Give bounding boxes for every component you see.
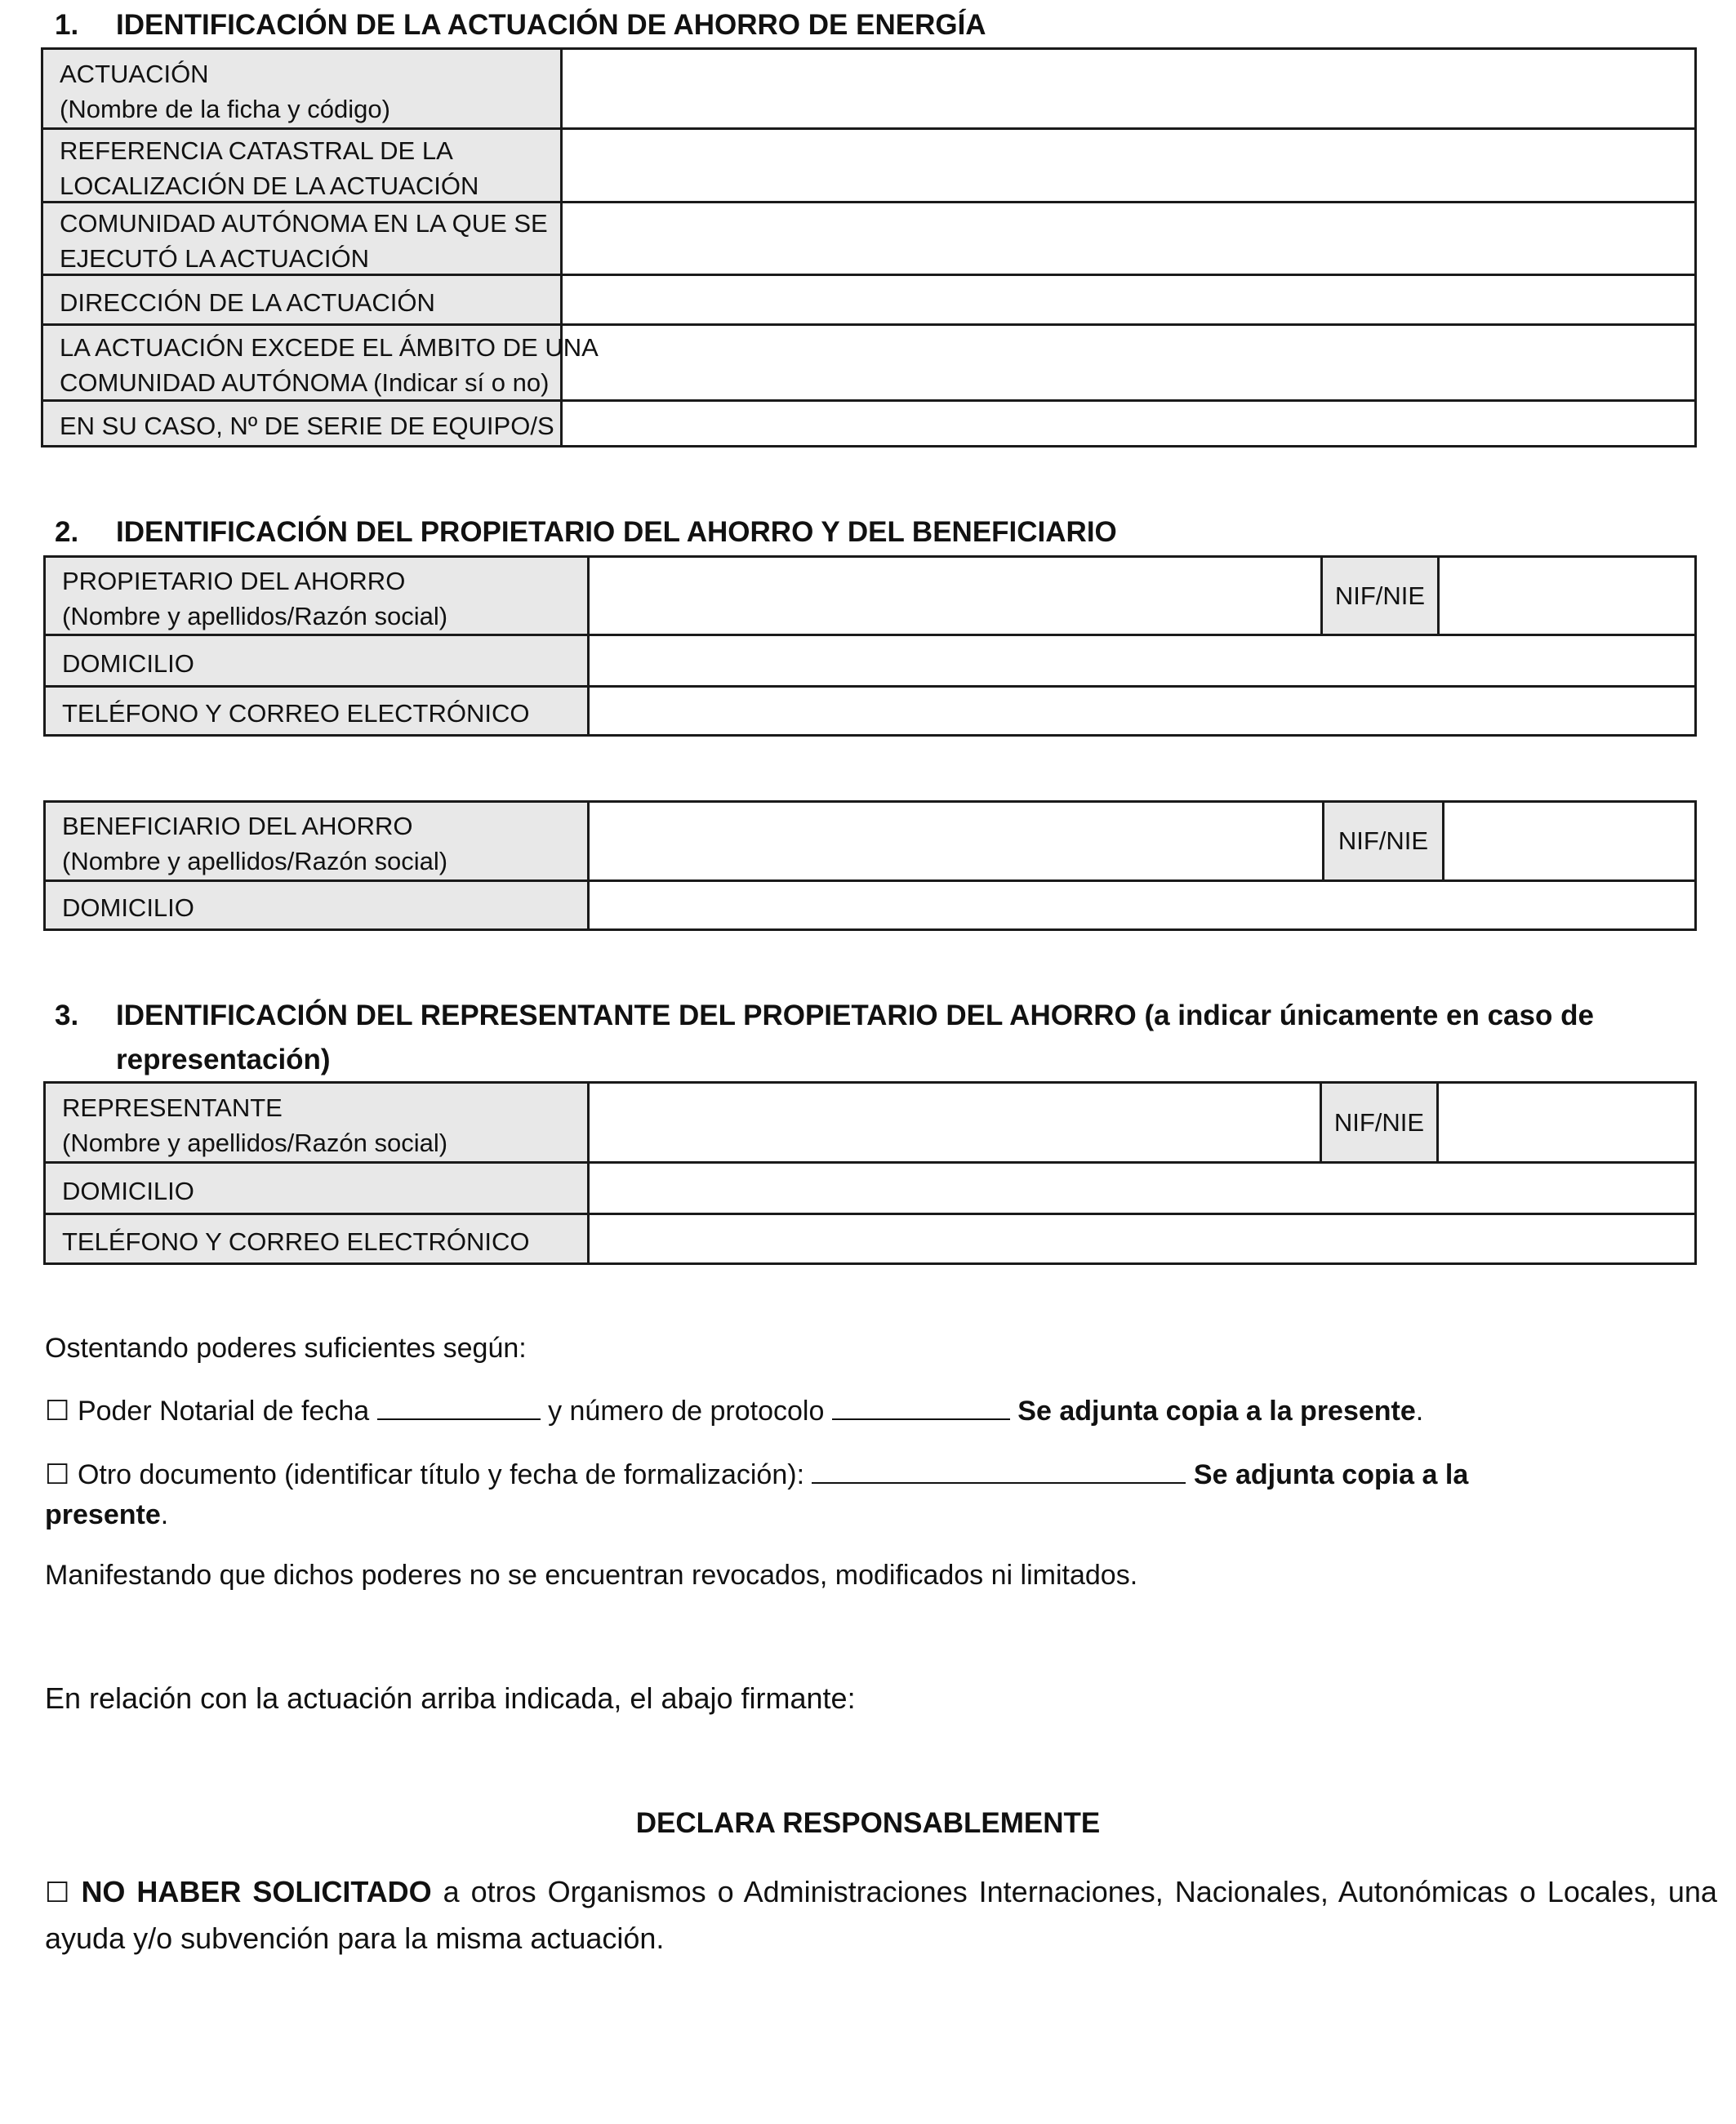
- owner-address-field[interactable]: [590, 636, 1694, 685]
- option2-end: .: [160, 1499, 169, 1530]
- row-label: [43, 50, 563, 127]
- excede-ambito-field[interactable]: [563, 326, 1694, 399]
- row-label: [46, 636, 590, 685]
- row-label: [43, 402, 563, 445]
- rep-name-field[interactable]: [590, 1084, 1317, 1161]
- row-beneficiary-name: [46, 803, 1694, 879]
- option1-text-b: y número de protocolo: [548, 1396, 825, 1427]
- notarial-date-blank[interactable]: [377, 1391, 541, 1420]
- row-label-line1: DOMICILIO: [62, 1176, 194, 1205]
- declaration-heading: DECLARA RESPONSABLEMENTE: [635, 1807, 1101, 1839]
- row-label-line2: (Nombre y apellidos/Razón social): [62, 601, 448, 630]
- beneficiary-address-field[interactable]: [590, 882, 1694, 928]
- row-label: [46, 803, 590, 879]
- rep-nif-field[interactable]: [1439, 1084, 1694, 1161]
- declaration-item: [45, 1872, 1717, 1913]
- row-label: [43, 203, 563, 274]
- row-label-line1: ACTUACIÓN: [60, 59, 209, 88]
- beneficiary-table: [43, 800, 1697, 931]
- row-label-line1: PROPIETARIO DEL AHORRO: [62, 566, 406, 595]
- row-label-line1: LA ACTUACIÓN EXCEDE EL ÁMBITO DE UNA: [60, 333, 599, 362]
- declaration-item-cont: ayuda y/o subvención para la misma actuación.: [45, 1921, 665, 1955]
- row-label: [43, 276, 563, 323]
- row-comunidad-autonoma: [43, 201, 1694, 274]
- section1-title-text: IDENTIFICACIÓN DE LA ACTUACIÓN DE AHORRO DE ENERGÍA: [116, 9, 986, 41]
- row-label: [43, 326, 599, 399]
- powers-option1: [45, 1391, 1423, 1432]
- section2-title-text: IDENTIFICACIÓN DEL PROPIETARIO DEL AHORRO Y DEL BENEFICIARIO: [116, 516, 1117, 548]
- owner-contact-field[interactable]: [590, 688, 1694, 734]
- direccion-field[interactable]: [563, 276, 1694, 323]
- row-direccion: [43, 274, 1694, 323]
- section3-title-line2: representación): [116, 1044, 331, 1075]
- row-label: [46, 1084, 590, 1161]
- row-rep-name: [46, 1084, 1694, 1161]
- row-label-line1: BENEFICIARIO DEL AHORRO: [62, 812, 413, 840]
- row-label: [46, 1215, 590, 1262]
- row-beneficiary-address: [46, 879, 1694, 928]
- section3-title: [55, 994, 1594, 1082]
- row-referencia-catastral: [43, 127, 1694, 201]
- powers-intro: Ostentando poderes suficientes según:: [45, 1333, 527, 1364]
- row-label-line2: EJECUTÓ LA ACTUACIÓN: [60, 244, 369, 273]
- row-label-line2: (Nombre y apellidos/Razón social): [62, 847, 448, 875]
- declaration-intro: En relación con la actuación arriba indicada, el abajo firmante:: [45, 1681, 856, 1715]
- option1-text-a: Poder Notarial de fecha: [77, 1396, 370, 1427]
- owner-nif-label: NIF/NIE: [1320, 558, 1440, 634]
- row-owner-contact: [46, 685, 1694, 734]
- option2-bold-cont: presente: [45, 1499, 161, 1530]
- rep-contact-field[interactable]: [590, 1215, 1694, 1262]
- row-label-line2: COMUNIDAD AUTÓNOMA (Indicar sí o no): [60, 368, 550, 397]
- owner-name-field[interactable]: [590, 558, 1319, 634]
- other-document-blank[interactable]: [812, 1454, 1186, 1484]
- row-label-line1: TELÉFONO Y CORREO ELECTRÓNICO: [62, 1227, 530, 1256]
- row-label-line1: DOMICILIO: [62, 648, 194, 678]
- row-label-line1: TELÉFONO Y CORREO ELECTRÓNICO: [62, 699, 530, 728]
- row-actuacion: [43, 50, 1694, 127]
- row-label: [46, 558, 590, 634]
- option1-end: .: [1415, 1396, 1424, 1427]
- section1-title: [55, 3, 986, 47]
- row-label: [46, 688, 590, 734]
- section1-table: [41, 47, 1697, 448]
- row-label: [46, 882, 590, 928]
- checkbox-other-document[interactable]: ☐: [45, 1458, 70, 1491]
- rep-address-field[interactable]: [590, 1164, 1694, 1213]
- beneficiary-name-field[interactable]: [590, 803, 1322, 879]
- row-label-line2: LOCALIZACIÓN DE LA ACTUACIÓN: [60, 171, 479, 200]
- row-rep-address: [46, 1161, 1694, 1213]
- option2-text: Otro documento (identificar título y fecha de formalización):: [77, 1459, 805, 1490]
- row-label: [43, 130, 563, 201]
- beneficiary-nif-field[interactable]: [1444, 803, 1694, 879]
- section3-number: 3.: [55, 1000, 79, 1031]
- representative-table: [43, 1081, 1697, 1265]
- checkbox-notarial[interactable]: ☐: [45, 1395, 70, 1427]
- row-label-line1: DOMICILIO: [62, 893, 194, 922]
- row-label-line1: REPRESENTANTE: [62, 1093, 283, 1122]
- powers-statement: Manifestando que dichos poderes no se encuentran revocados, modificados ni limitados.: [45, 1560, 1138, 1591]
- comunidad-autonoma-field[interactable]: [563, 203, 1694, 274]
- powers-option2-cont: [45, 1494, 168, 1535]
- row-label-line1: REFERENCIA CATASTRAL DE LA: [60, 136, 453, 165]
- row-label-line2: (Nombre y apellidos/Razón social): [62, 1128, 448, 1157]
- rep-nif-label: NIF/NIE: [1320, 1084, 1439, 1161]
- declaration-item-bold: NO HABER SOLICITADO: [81, 1875, 432, 1908]
- protocol-number-blank[interactable]: [832, 1391, 1010, 1420]
- owner-nif-field[interactable]: [1440, 558, 1694, 634]
- row-label-line2: (Nombre de la ficha y código): [60, 94, 390, 123]
- num-serie-field[interactable]: [563, 402, 1694, 445]
- powers-option2: [45, 1454, 1468, 1495]
- option2-bold: Se adjunta copia a la: [1193, 1459, 1469, 1490]
- row-excede-ambito: [43, 323, 1694, 399]
- beneficiary-nif-label: NIF/NIE: [1322, 803, 1444, 879]
- section1-number: 1.: [55, 9, 79, 41]
- referencia-catastral-field[interactable]: [563, 130, 1694, 201]
- section2-title: [55, 510, 1117, 554]
- checkbox-no-haber-solicitado[interactable]: ☐: [45, 1877, 70, 1909]
- row-owner-name: [46, 558, 1694, 634]
- option1-bold: Se adjunta copia a la presente: [1017, 1396, 1416, 1427]
- row-owner-address: [46, 634, 1694, 685]
- owner-table: [43, 555, 1697, 737]
- row-label-line1: COMUNIDAD AUTÓNOMA EN LA QUE SE: [60, 209, 548, 238]
- actuacion-field[interactable]: [563, 50, 1694, 127]
- row-rep-contact: [46, 1213, 1694, 1262]
- row-label: [46, 1164, 590, 1213]
- row-label-line1: EN SU CASO, Nº DE SERIE DE EQUIPO/S: [60, 412, 554, 440]
- row-num-serie: [43, 399, 1694, 445]
- declaration-item-text: a otros Organismos o Administraciones Internaciones, Nacionales, Autonómicas o Locales, una: [443, 1875, 1717, 1908]
- row-label-line1: DIRECCIÓN DE LA ACTUACIÓN: [60, 287, 435, 317]
- section3-title-line1: IDENTIFICACIÓN DEL REPRESENTANTE DEL PROPIETARIO DEL AHORRO (a indicar únicamente en caso de: [116, 1000, 1594, 1031]
- section2-number: 2.: [55, 516, 79, 548]
